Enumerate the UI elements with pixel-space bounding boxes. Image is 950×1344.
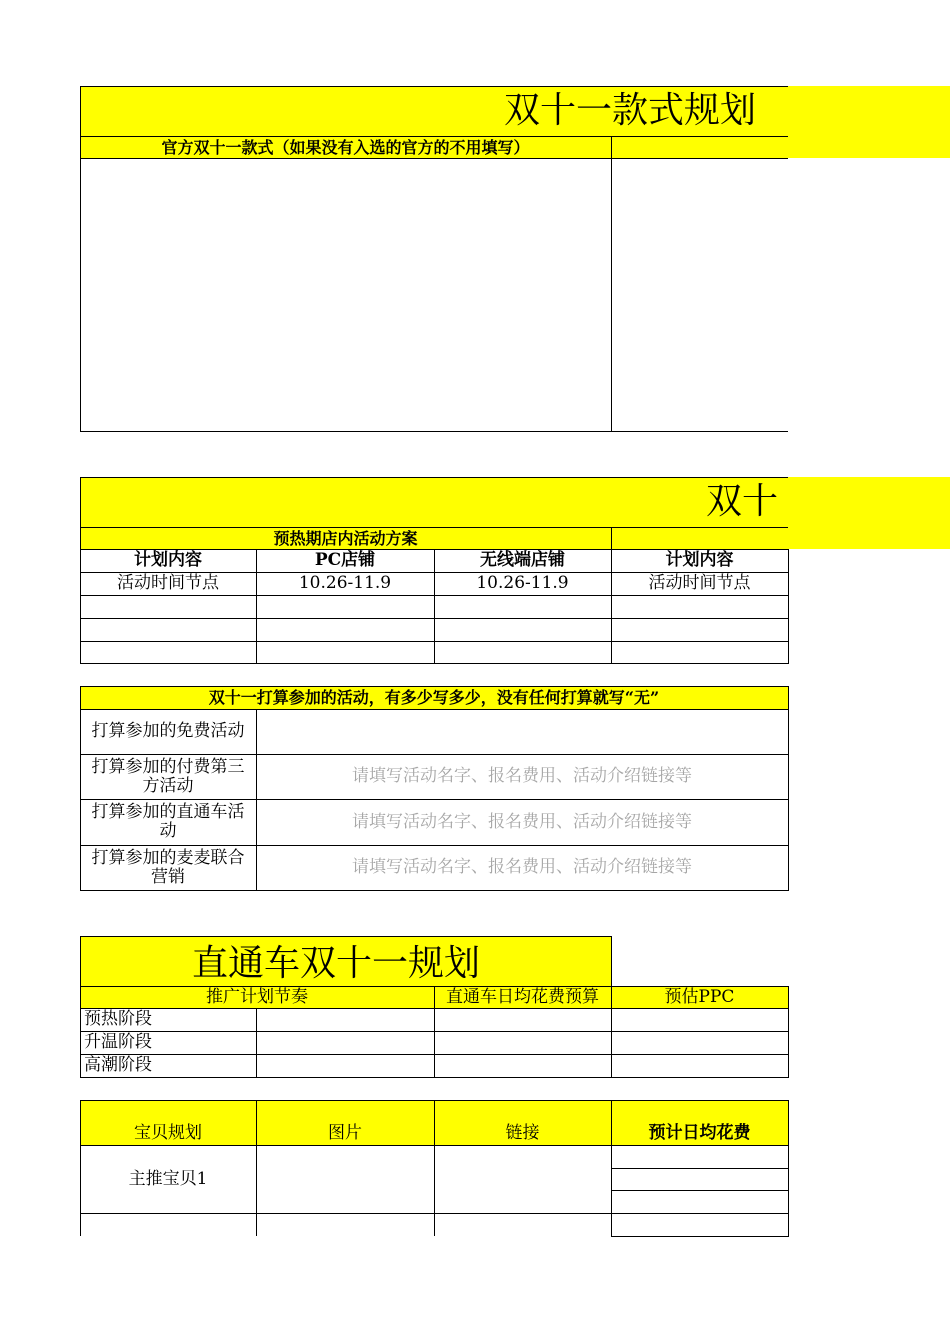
section1-subheader: 官方双十一款式（如果没有入选的官方的不用填写） [161, 137, 530, 157]
section2-title: 双十 [706, 481, 779, 522]
section2-header-plan-right: 计划内容 [665, 550, 734, 570]
section4-header-budget: 直通车日均花费预算 [446, 986, 599, 1007]
section5-item1-link[interactable] [435, 1146, 611, 1213]
section5-header-link: 链接 [505, 1123, 540, 1143]
section1-title: 双十一款式规划 [503, 90, 756, 131]
section2-row1-label: 活动时间节点 [117, 573, 219, 593]
section3-label-paid: 打算参加的付费第三方活动 [91, 756, 245, 796]
section4-header-ppc: 预估PPC [664, 986, 735, 1007]
section2-row1-mobile[interactable]: 10.26-11.9 [476, 573, 569, 593]
section1-content-area-left[interactable] [81, 159, 611, 431]
section4-header-rhythm: 推广计划节奏 [206, 986, 308, 1007]
section2-subheader: 预热期店内活动方案 [273, 528, 418, 548]
section2-row1-pc[interactable]: 10.26-11.9 [298, 573, 392, 593]
section3-label-free: 打算参加的免费活动 [91, 721, 245, 741]
section3-value-paid[interactable]: 请填写活动名字、报名费用、活动介绍链接等 [352, 766, 692, 786]
section5-item1-label: 主推宝贝1 [128, 1168, 208, 1189]
section4-title: 直通车双十一规划 [192, 943, 481, 984]
section4-stage-climax: 高潮阶段 [84, 1055, 152, 1075]
section3-value-ztc[interactable]: 请填写活动名字、报名费用、活动介绍链接等 [352, 811, 692, 832]
section5-header-image: 图片 [328, 1123, 362, 1143]
section3-label-maimai: 打算参加的麦麦联合营销 [91, 847, 245, 887]
section3-value-maimai[interactable]: 请填写活动名字、报名费用、活动介绍链接等 [352, 857, 692, 877]
section4-stage-warmup: 升温阶段 [84, 1032, 152, 1052]
section1-content-area-right[interactable] [612, 159, 788, 431]
section2-header-pc: PC店铺 [314, 550, 376, 570]
section4-stage-preheat: 预热阶段 [84, 1009, 152, 1029]
section5-item1-image[interactable] [257, 1146, 434, 1213]
section3-header: 双十一打算参加的活动，有多少写多少，没有任何打算就写“无” [208, 688, 660, 707]
section3-value-free[interactable] [256, 709, 788, 754]
section3-label-ztc: 打算参加的直通车活动 [91, 802, 245, 841]
section5-header-cost: 预计日均花费 [648, 1123, 751, 1143]
section2-row1-label-right: 活动时间节点 [648, 573, 751, 593]
section2-header-plan: 计划内容 [134, 550, 202, 570]
section2-header-mobile: 无线端店铺 [480, 550, 565, 570]
section5-header-item: 宝贝规划 [134, 1123, 202, 1143]
